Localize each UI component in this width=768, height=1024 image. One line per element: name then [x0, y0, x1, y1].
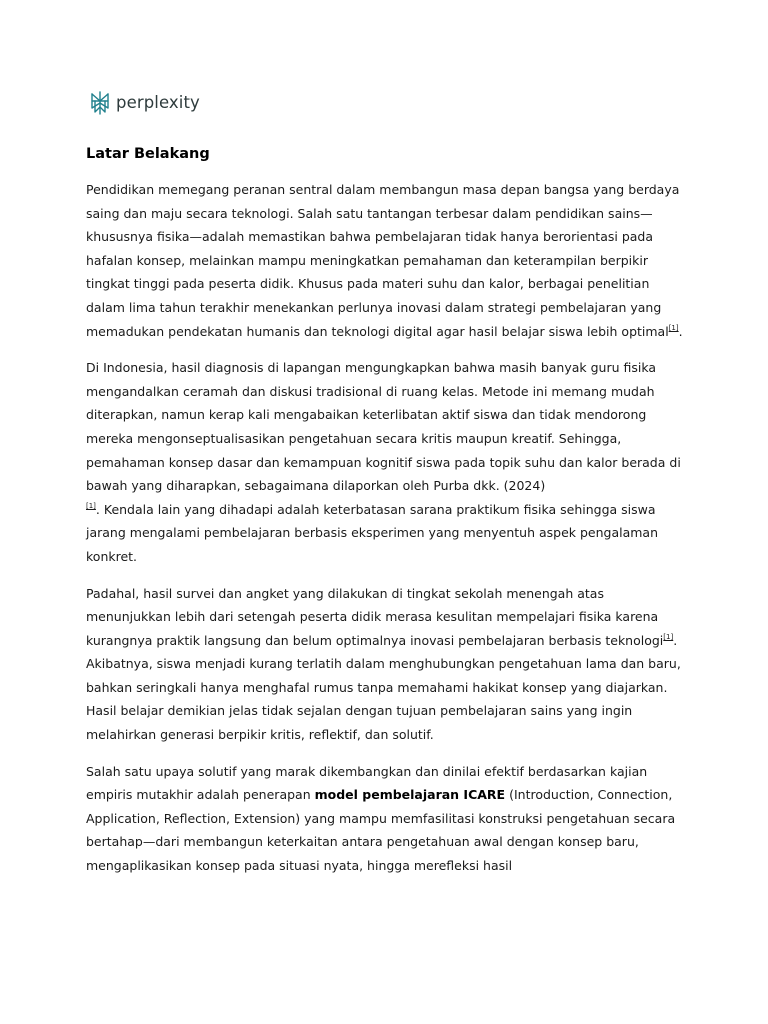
paragraph-text: Di Indonesia, hasil diagnosis di lapangan mengungkapkan bahwa masih banyak guru fisika mengandalkan ceramah dan diskusi tradisional di ruang kelas. Metode ini memang mudah diterapkan, namun kerap kali mengabaikan keterlibatan aktif siswa dan tidak mendorong mereka mengonseptualisasikan pengetahuan secara kritis maupun kreatif. Sehingga, pemahaman konsep dasar dan kemampuan kognitif siswa pada topik suhu dan kalor berada di bawah yang diharapkan, sebagaimana dilaporkan oleh Purba dkk. (2024): [86, 360, 681, 494]
paragraph-text: . Kendala lain yang dihadapi adalah keterbatasan sarana praktikum fisika sehingga siswa jarang mengalami pembelajaran berbasis eksperimen yang menyentuh aspek pengalaman konkret.: [86, 501, 659, 564]
section-heading: Latar Belakang: [86, 146, 210, 162]
paragraph: [86, 582, 684, 747]
paragraph-text: (Introduction, Connection, Application, Reflection, Extension) yang mampu memfasilitasi konstruksi pengetahuan secara bertahap—dari membangun keterkaitan antara pengetahuan awal dengan konsep baru, mengaplikasikan konsep pada situasi nyata, hingga merefleksi hasil: [86, 787, 676, 874]
paragraph-text: Pendidikan memegang peranan sentral dalam membangun masa depan bangsa yang berdaya saing dan maju secara teknologi. Salah satu tantangan terbesar dalam pendidikan sains—khususnya fisika—adalah memastikan bahwa pembelajaran tidak hanya berorientasi pada hafalan konsep, melainkan mampu meningkatkan pemahaman dan keterampilan berpikir tingkat tinggi pada peserta didik. Khusus pada materi suhu dan kalor, berbagai penelitian dalam lima tahun terakhir menekankan perlunya inovasi dalam strategi pembelajaran yang memadukan pendekatan humanis dan teknologi digital agar hasil belajar siswa lebih optimal: [86, 182, 680, 339]
citation-link[interactable]: [1]: [668, 323, 679, 332]
paragraph-text: Salah satu upaya solutif yang marak dikembangkan dan dinilai efektif berdasarkan kajian empiris mutakhir adalah penerapan: [86, 763, 648, 803]
document-body: [86, 142, 684, 891]
paragraph-text: .: [678, 323, 683, 339]
citation-link[interactable]: [1]: [86, 501, 96, 510]
paragraph-text: Padahal, hasil survei dan angket yang dilakukan di tingkat sekolah menengah atas menunjukkan lebih dari setengah peserta didik merasa kesulitan mempelajari fisika karena kurangnya praktik langsung dan belum optimalnya inovasi pembelajaran berbasis teknologi: [86, 585, 664, 648]
paragraph: [86, 178, 684, 343]
citation-link[interactable]: [1]: [663, 632, 674, 641]
paragraph-text: . Akibatnya, siswa menjadi kurang terlatih dalam menghubungkan pengetahuan lama dan baru, bahkan seringkali hanya menghafal rumus tanpa memahami hakikat konsep yang diajarkan. Hasil belajar demikian jelas tidak sejalan dengan tujuan pembelajaran sains yang ingin melahirkan generasi berpikir kritis, reflektif, dan solutif.: [86, 632, 681, 743]
brand-name: perplexity: [116, 93, 200, 112]
paragraph: [86, 356, 684, 568]
paragraph: [86, 760, 684, 878]
bold-term: model pembelajaran ICARE: [314, 787, 506, 803]
perplexity-logo-icon: [90, 91, 110, 115]
perplexity-logo: [90, 90, 200, 116]
